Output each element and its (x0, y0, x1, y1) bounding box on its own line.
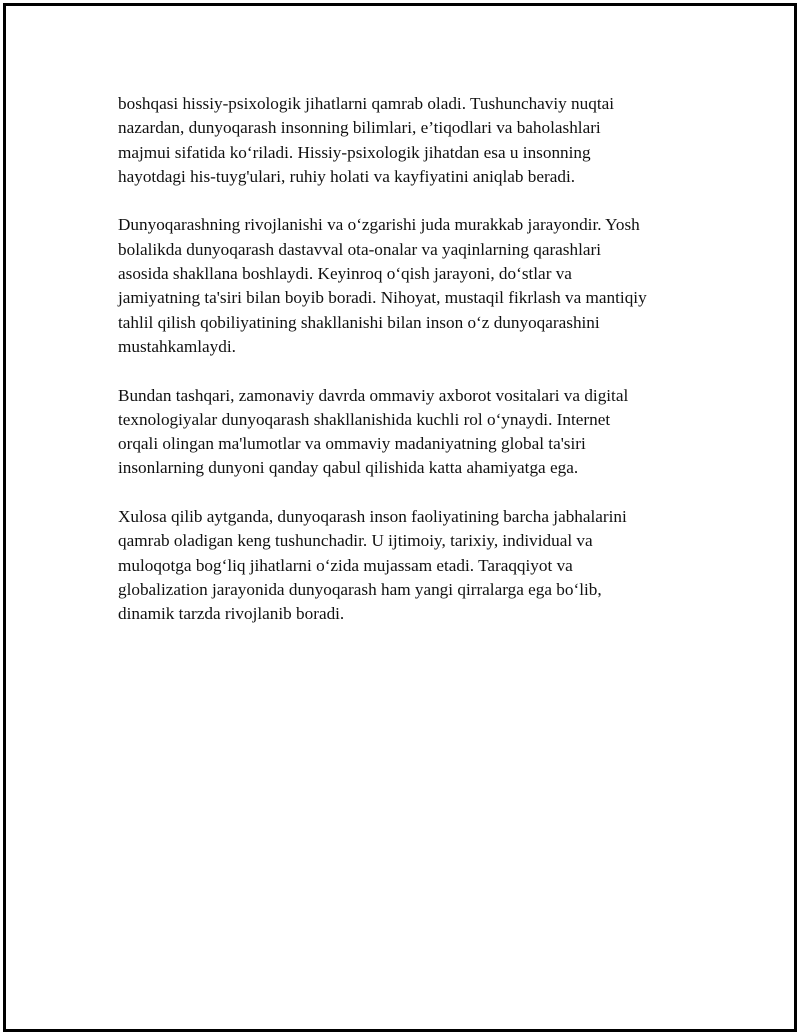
text-line: insonlarning dunyoni qanday qabul qilishida katta ahamiyatga ega. (118, 458, 579, 478)
text-line: muloqotga bog‘liq jihatlarni o‘zida mujassam etadi. Taraqqiyot va (118, 555, 573, 575)
text-line: Bundan tashqari, zamonaviy davrda ommaviy axborot vositalari va digital (118, 385, 629, 405)
text-line: majmui sifatida ko‘riladi. Hissiy-psixologik jihatdan esa u insonning (118, 142, 591, 162)
text-line: qamrab oladigan keng tushunchadir. U ijtimoiy, tarixiy, individual va (118, 531, 593, 551)
text-line: orqali olingan ma'lumotlar va ommaviy madaniyatning global ta'siri (118, 434, 586, 454)
text-line: nazardan, dunyoqarash insonning bilimlari, e’tiqodlari va baholashlari (118, 118, 601, 138)
text-line: Xulosa qilib aytganda, dunyoqarash inson faoliyatining barcha jabhalarini (118, 507, 627, 527)
text-line: hayotdagi his-tuyg'ulari, ruhiy holati va kayfiyatini aniqlab beradi. (118, 166, 576, 186)
text-line: asosida shakllana boshlaydi. Keyinroq o‘qish jarayoni, do‘stlar va (118, 264, 572, 284)
paragraph-4 (118, 505, 708, 626)
text-line: globalization jarayonida dunyoqarash ham yangi qirralarga ega bo‘lib, (118, 579, 602, 599)
text-line: jamiyatning ta'siri bilan boyib boradi. Nihoyat, mustaqil fikrlash va mantiqiy (118, 288, 647, 308)
text-line: boshqasi hissiy-psixologik jihatlarni qamrab oladi. Tushunchaviy nuqtai (118, 94, 615, 113)
paragraph-3 (118, 384, 708, 481)
text-line: tahlil qilish qobiliyatining shakllanishi bilan inson o‘z dunyoqarashini (118, 312, 600, 332)
text-line: texnologiyalar dunyoqarash shakllanishida kuchli rol o‘ynaydi. Internet (118, 409, 611, 429)
text-line: bolalikda dunyoqarash dastavval ota-onalar va yaqinlarning qarashlari (118, 239, 601, 259)
paragraph-2 (118, 213, 708, 359)
paragraph-1 (118, 92, 708, 189)
text-line: Dunyoqarashning rivojlanishi va o‘zgarishi juda murakkab jarayondir. Yosh (118, 215, 640, 235)
text-line: mustahkamlaydi. (118, 336, 236, 356)
text-line: dinamik tarzda rivojlanib boradi. (118, 604, 345, 624)
document-body (118, 92, 708, 651)
